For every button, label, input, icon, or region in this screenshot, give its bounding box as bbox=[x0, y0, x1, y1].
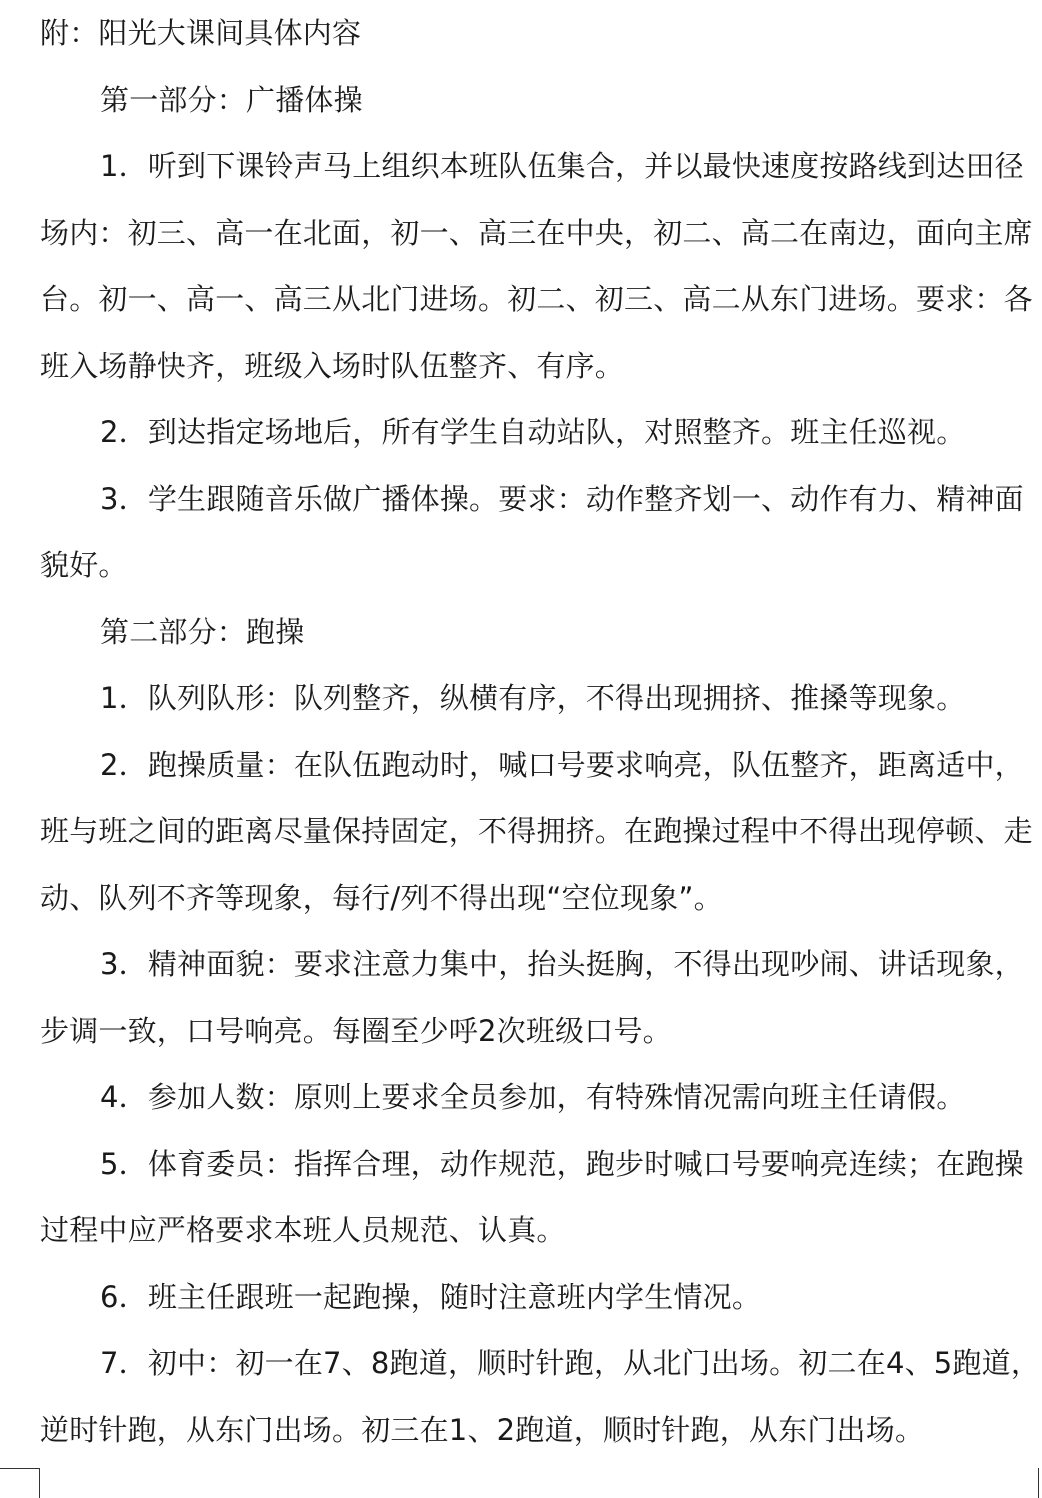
paragraph-line: 7．初中：初一在7、8跑道，顺时针跑，从北门出场。初二在4、5跑道， bbox=[100, 1346, 1041, 1380]
paragraph-line: 1．队列队形：队列整齐，纵横有序，不得出现拥挤、推搡等现象。 bbox=[100, 681, 966, 715]
paragraph-line: 5．体育委员：指挥合理，动作规范，跑步时喊口号要响亮连续；在跑操 bbox=[100, 1146, 1024, 1181]
paragraph-line: 3．学生跟随音乐做广播体操。要求：动作整齐划一、动作有力、精神面 bbox=[100, 481, 1024, 516]
paragraph-line: 动、队列不齐等现象，每行/列不得出现“空位现象”。 bbox=[40, 880, 723, 915]
paragraph-line: 2．跑操质量：在队伍跑动时，喊口号要求响亮，队伍整齐，距离适中， bbox=[100, 747, 1024, 782]
paragraph-line: 班入场静快齐，班级入场时队伍整齐、有序。 bbox=[40, 348, 625, 383]
page-corner-crop-mark-left bbox=[0, 1468, 40, 1498]
paragraph-line: 台。初一、高一、高三从北门进场。初二、初三、高二从东门进场。要求：各 bbox=[40, 282, 1033, 316]
paragraph-line: 1．听到下课铃声马上组织本班队伍集合，并以最快速度按路线到达田径 bbox=[100, 149, 1024, 183]
page-corner-crop-mark-right bbox=[1038, 1468, 1042, 1498]
paragraph-line: 过程中应严格要求本班人员规范、认真。 bbox=[40, 1213, 566, 1247]
paragraph-line: 逆时针跑，从东门出场。初三在1、2跑道，顺时针跑，从东门出场。 bbox=[40, 1412, 925, 1447]
paragraph-line: 6．班主任跟班一起跑操，随时注意班内学生情况。 bbox=[100, 1279, 762, 1314]
section-heading-part-two: 第二部分：跑操 bbox=[100, 614, 305, 649]
paragraph-line: 2．到达指定场地后，所有学生自动站队，对照整齐。班主任巡视。 bbox=[100, 415, 966, 449]
section-heading-part-one: 第一部分：广播体操 bbox=[100, 82, 363, 117]
paragraph-line: 场内：初三、高一在北面，初一、高三在中央，初二、高二在南边，面向主席 bbox=[40, 215, 1033, 250]
appendix-title: 附：阳光大课间具体内容 bbox=[40, 16, 362, 50]
paragraph-line: 4．参加人数：原则上要求全员参加，有特殊情况需向班主任请假。 bbox=[100, 1080, 966, 1114]
paragraph-line: 貌好。 bbox=[40, 548, 128, 582]
paragraph-line: 3．精神面貌：要求注意力集中，抬头挺胸，不得出现吵闹、讲话现象， bbox=[100, 947, 1024, 981]
document-page bbox=[40, 0, 1041, 1463]
paragraph-line: 班与班之间的距离尽量保持固定，不得拥挤。在跑操过程中不得出现停顿、走 bbox=[40, 814, 1033, 848]
paragraph-line: 步调一致，口号响亮。每圈至少呼2次班级口号。 bbox=[40, 1013, 672, 1048]
